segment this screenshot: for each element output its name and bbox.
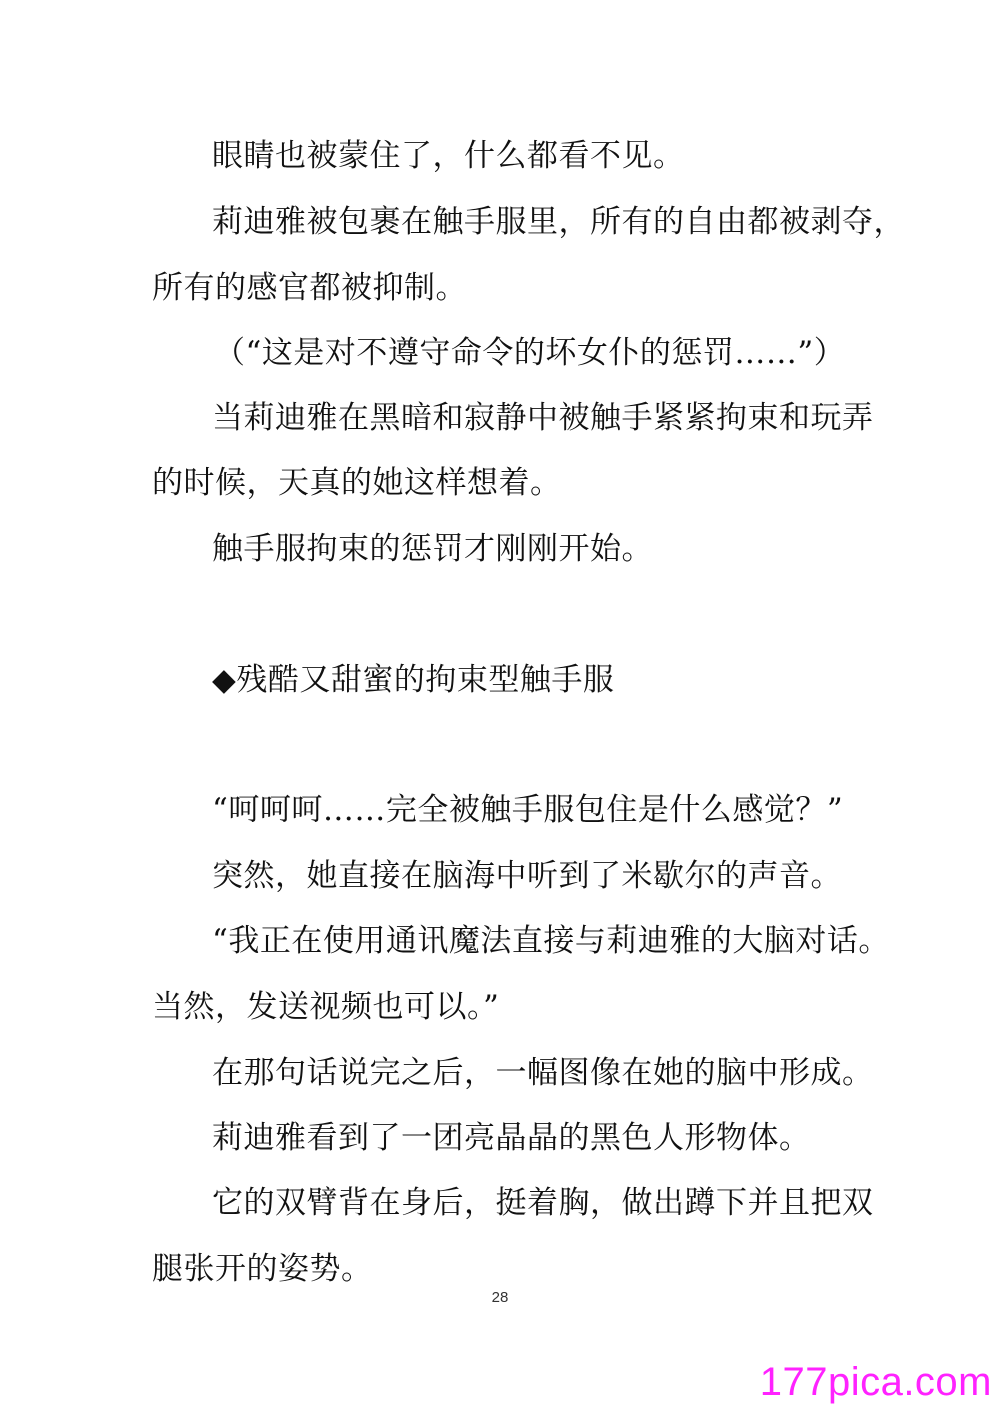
page-number: 28 <box>491 1289 509 1306</box>
text-line-6: 的时候，天真的她这样想着。 <box>152 465 562 501</box>
text-line-4: （“这是对不遵守命令的坏女仆的惩罚……”） <box>214 335 846 371</box>
text-line-16: 腿张开的姿势。 <box>152 1251 373 1287</box>
text-line-7: 触手服拘束的惩罚才刚刚开始。 <box>212 531 653 567</box>
text-line-5: 当莉迪雅在黑暗和寂静中被触手紧紧拘束和玩弄 <box>212 400 874 436</box>
text-line-14: 莉迪雅看到了一团亮晶晶的黑色人形物体。 <box>212 1120 811 1156</box>
text-line-2: 莉迪雅被包裹在触手服里，所有的自由都被剥夺， <box>212 204 905 240</box>
text-line-13: 在那句话说完之后，一幅图像在她的脑中形成。 <box>212 1055 874 1091</box>
text-line-15: 它的双臂背在身后，挺着胸，做出蹲下并且把双 <box>212 1185 874 1221</box>
text-line-11: “我正在使用通讯魔法直接与莉迪雅的大脑对话。 <box>212 923 890 959</box>
text-line-1: 眼睛也被蒙住了，什么都看不见。 <box>212 138 685 174</box>
text-line-10: 突然，她直接在脑海中听到了米歇尔的声音。 <box>212 858 842 894</box>
text-line-9: “呵呵呵……完全被触手服包住是什么感觉？” <box>212 792 844 828</box>
section-heading: ◆残酷又甜蜜的拘束型触手服 <box>212 662 615 698</box>
text-line-12: 当然，发送视频也可以。” <box>152 989 500 1025</box>
watermark: 177pica.com <box>759 1360 992 1404</box>
text-line-3: 所有的感官都被抑制。 <box>152 270 467 306</box>
